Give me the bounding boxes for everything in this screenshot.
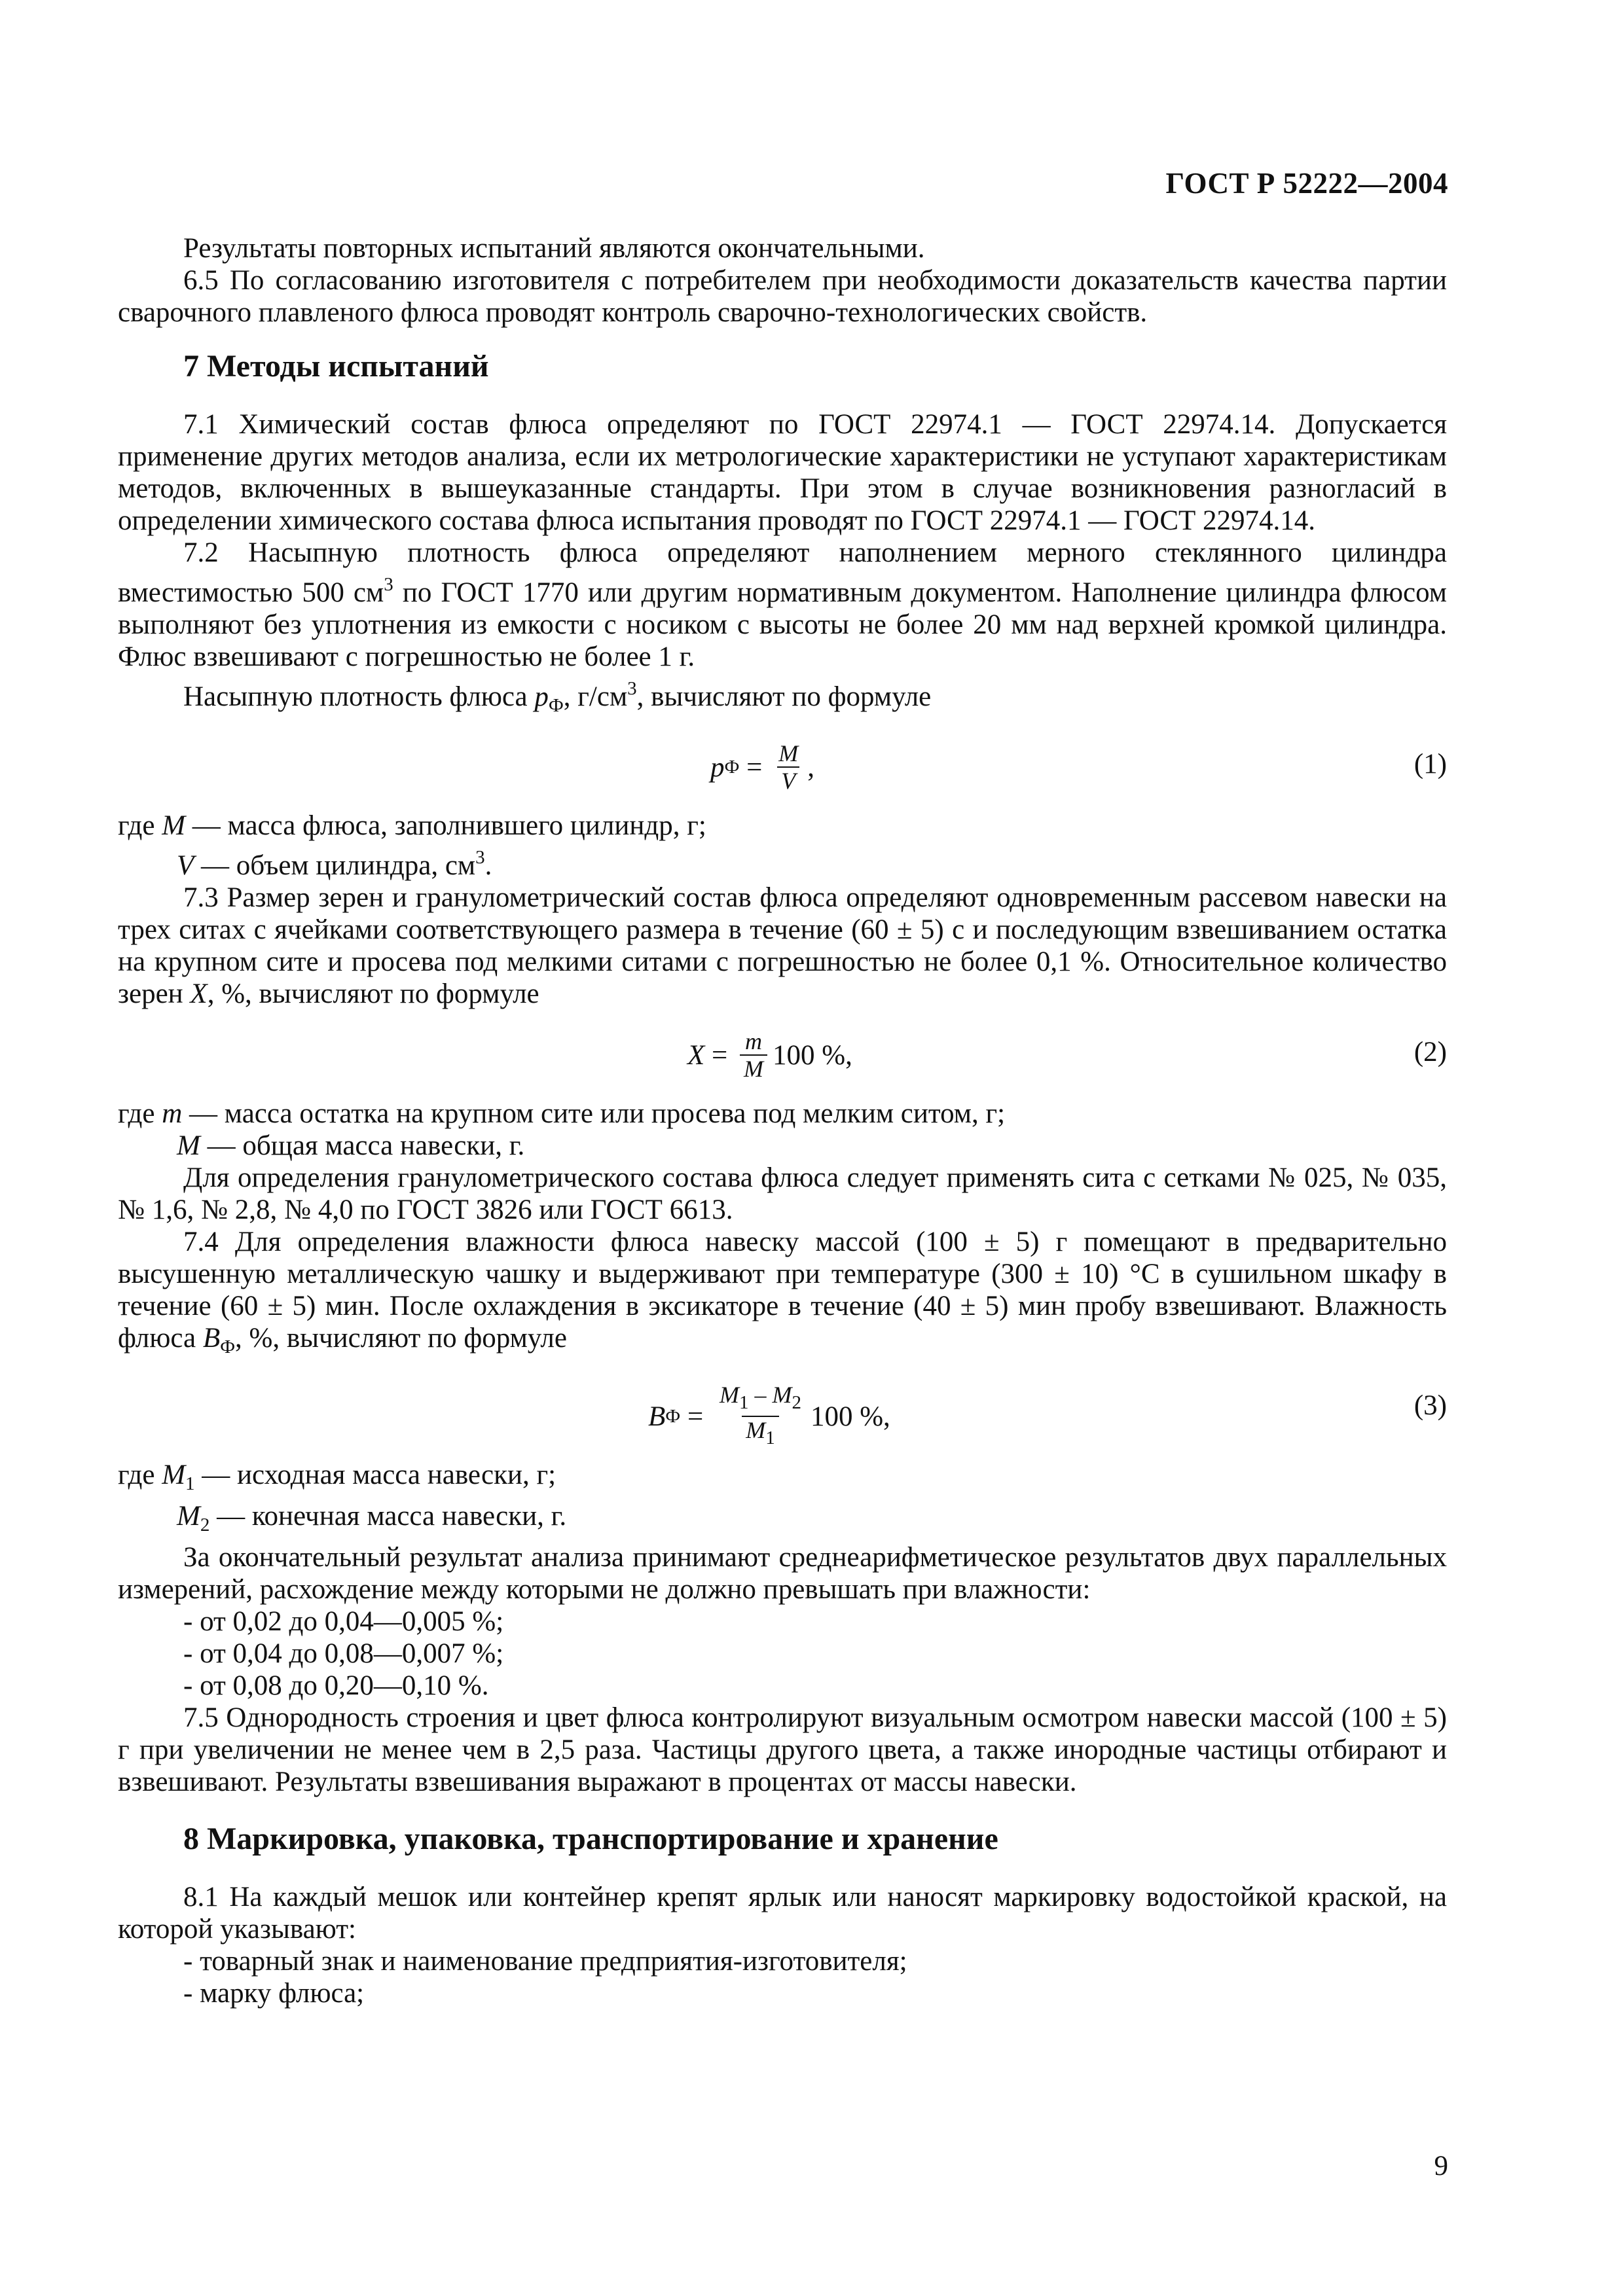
density-unit-superscript: 3	[627, 678, 637, 699]
formula-2-numerator: m	[745, 1028, 763, 1054]
formula-3-where-m1	[118, 1459, 1447, 1500]
formula-2-expression	[687, 1028, 852, 1082]
formula-3-num-b: M	[772, 1382, 792, 1408]
formula-1-tail: ,	[807, 751, 814, 783]
where-3-variable-m2: M	[177, 1501, 200, 1532]
formula-2	[118, 1024, 1447, 1090]
formula-3	[118, 1378, 1447, 1451]
formula-3-number: (3)	[1413, 1390, 1447, 1421]
document-code-header: ГОСТ Р 52222—2004	[1165, 167, 1448, 200]
formula-2-number: (2)	[1413, 1037, 1447, 1067]
where-1-variable-v: V	[177, 850, 194, 881]
where-2-variable-m-small: m	[162, 1098, 183, 1129]
paragraph-7-1: 7.1 Химический состав флюса определяют по ГОСТ 22974.1 — ГОСТ 22974.14. Допускается применение других методов анализа, если их метрологические характеристики не уступают характеристикам методов, включенных в вышеуказанные стандарты. При этом в случае возникновения разногласий в определении химического состава флюса испытания проводят по ГОСТ 22974.1 — ГОСТ 22974.14.	[118, 409, 1447, 536]
where-3-text-m1: — исходная масса навески, г;	[194, 1460, 556, 1490]
formula-1-equals: =	[739, 751, 770, 783]
formula-1-numerator: M	[778, 740, 799, 766]
paragraph-7-2-superscript: 3	[384, 574, 393, 595]
formula-3-denominator	[742, 1416, 779, 1451]
where-3-prefix: где	[118, 1460, 162, 1490]
paragraph-7-2-density	[118, 673, 1447, 722]
density-text-b: , г/см	[563, 681, 628, 712]
density-variable: p	[534, 681, 549, 712]
formula-1-fraction	[775, 740, 802, 794]
formula-2-where-mm	[118, 1130, 1447, 1162]
where-2-variable-m: M	[177, 1130, 200, 1161]
formula-3-where-m2	[118, 1500, 1447, 1541]
formula-3-den: M	[746, 1417, 766, 1443]
page-number: 9	[1434, 2151, 1448, 2181]
section-8-heading: 8 Маркировка, упаковка, транспортирование и хранение	[183, 1821, 998, 1856]
paragraph-7-3-part-a: 7.3 Размер зерен и гранулометрический состав флюса определяют одновременным рассевом навески на трех ситах с ячейками соответствующего размера в течение (60 ± 5) с и последующим взвешиванием остатка на крупном сите и просева под мелкими ситами с погрешностью не более 0,1 %. Относительное количество зерен	[118, 882, 1447, 1009]
density-text-c: , вычисляют по формуле	[636, 681, 932, 712]
formula-1-expression	[710, 740, 814, 794]
formula-3-lhs-subscript: Ф	[665, 1405, 681, 1427]
where-2-text-m-small: — масса остатка на крупном сите или просева под мелким ситом, г;	[182, 1098, 1006, 1129]
formula-2-denominator: M	[740, 1054, 767, 1082]
paragraph-7-2-part-a: 7.2 Насыпную плотность флюса определяют наполнением мерного стеклянного цилиндра вместимостью 500 см	[118, 537, 1447, 608]
paragraph-8-1: 8.1 На каждый мешок или контейнер крепят ярлык или наносят маркировку водостойкой краской, на которой указывают:	[118, 1882, 1447, 1945]
formula-3-equals: =	[680, 1401, 710, 1432]
formula-3-numerator	[716, 1382, 805, 1416]
marking-list-item: - товарный знак и наименование предприятия-изготовителя;	[183, 1946, 907, 1977]
formula-3-den-subscript: 1	[765, 1427, 775, 1448]
moisture-list-item: - от 0,08 до 0,20—0,10 %.	[183, 1670, 489, 1701]
where-1-text-m: — масса флюса, заполнившего цилиндр, г;	[185, 810, 706, 841]
formula-3-num-operator: –	[748, 1382, 773, 1408]
formula-1-where-m	[118, 810, 1447, 842]
formula-1-denominator: V	[777, 766, 799, 794]
paragraph-final-result: За окончательный результат анализа принимают среднеарифметическое результатов двух параллельных измерений, расхождение между которыми не должно превышать при влажности:	[118, 1542, 1447, 1605]
where-1-text-v: — объем цилиндра, см	[194, 850, 476, 881]
formula-1-number: (1)	[1413, 749, 1447, 780]
where-3-text-m2: — конечная масса навески, г.	[210, 1501, 567, 1532]
where-3-variable-m1-subscript: 1	[185, 1473, 195, 1494]
formula-1-lhs: p	[710, 751, 725, 783]
formula-3-lhs: B	[648, 1401, 666, 1432]
formula-1-where-v	[118, 842, 1447, 882]
where-2-text-m: — общая масса навески, г.	[200, 1130, 525, 1161]
paragraph-7-4-part-b: , %, вычисляют по формуле	[235, 1323, 567, 1354]
formula-2-lhs: X	[687, 1039, 705, 1071]
where-1-prefix: где	[118, 810, 162, 841]
formula-2-equals: =	[704, 1039, 735, 1071]
document-body	[118, 232, 1447, 2009]
paragraph-6-5: 6.5 По согласованию изготовителя с потребителем при необходимости доказательств качества партии сварочного плавленого флюса проводят контроль сварочно-технологических свойств.	[118, 265, 1447, 328]
formula-1-lhs-subscript: Ф	[724, 756, 740, 778]
where-3-variable-m2-subscript: 2	[200, 1515, 210, 1535]
moisture-list-item: - от 0,04 до 0,08—0,007 %;	[183, 1638, 504, 1669]
formula-2-where-m	[118, 1098, 1447, 1130]
where-2-prefix: где	[118, 1098, 162, 1129]
paragraph-7-2	[118, 537, 1447, 673]
marking-list-item: - марку флюса;	[183, 1978, 365, 2009]
paragraph-7-4	[118, 1226, 1447, 1363]
paragraph-7-4-part-a: 7.4 Для определения влажности флюса навеску массой (100 ± 5) г помещают в предварительно высушенную металлическую чашку и выдерживают при температуре (300 ± 10) °С в сушильном шкафу в течение (60 ± 5) мин. После охлаждения в эксикаторе в течение (40 ± 5) мин пробу взвешивают. Влажность флюса	[118, 1227, 1447, 1354]
paragraph-7-3-part-b: , %, вычисляют по формуле	[207, 978, 539, 1009]
formula-3-expression	[648, 1382, 890, 1451]
formula-1	[118, 736, 1447, 802]
paragraph-7-2-part-b: по ГОСТ 1770 или другим нормативным документом. Наполнение цилиндра флюсом выполняют без уплотнения из емкости с носиком с высоты не более 20 мм над верхней кромкой цилиндра. Флюс взвешивают с погрешностью не более 1 г.	[118, 577, 1448, 672]
formula-3-tail: 100 %,	[810, 1401, 890, 1432]
paragraph-7-4-variable-subscript: Ф	[220, 1336, 236, 1357]
paragraph-sieves: Для определения гранулометрического состава флюса следует применять сита с сетками № 025, № 035, № 1,6, № 2,8, № 4,0 по ГОСТ 3826 или ГОСТ 6613.	[118, 1162, 1447, 1225]
moisture-list-item: - от 0,02 до 0,04—0,005 %;	[183, 1606, 504, 1637]
formula-3-fraction	[716, 1382, 805, 1451]
density-text-a: Насыпную плотность флюса	[183, 681, 535, 712]
formula-2-tail: 100 %,	[773, 1039, 852, 1071]
paragraph-repeat-tests: Результаты повторных испытаний являются окончательными.	[183, 233, 925, 264]
where-1-end: .	[484, 850, 492, 881]
where-1-superscript: 3	[475, 847, 485, 868]
density-variable-subscript: Ф	[548, 695, 564, 716]
formula-3-num-a: M	[719, 1382, 739, 1408]
paragraph-7-3-variable: X	[190, 978, 208, 1009]
paragraph-7-5: 7.5 Однородность строения и цвет флюса контролируют визуальным осмотром навески массой (100 ± 5) г при увеличении не менее чем в 2,5 раза. Частицы другого цвета, а также инородные частицы отбирают и взвешивают. Результаты взвешивания выражают в процентах от массы навески.	[118, 1702, 1447, 1797]
formula-3-num-a-subscript: 1	[739, 1392, 749, 1413]
formula-2-fraction	[740, 1028, 767, 1082]
where-1-variable-m: M	[162, 810, 186, 841]
formula-3-num-b-subscript: 2	[792, 1392, 801, 1413]
paragraph-7-4-variable: B	[202, 1323, 221, 1354]
paragraph-7-3	[118, 882, 1447, 1010]
where-3-variable-m1: M	[162, 1460, 186, 1490]
section-7-heading: 7 Методы испытаний	[183, 349, 489, 384]
